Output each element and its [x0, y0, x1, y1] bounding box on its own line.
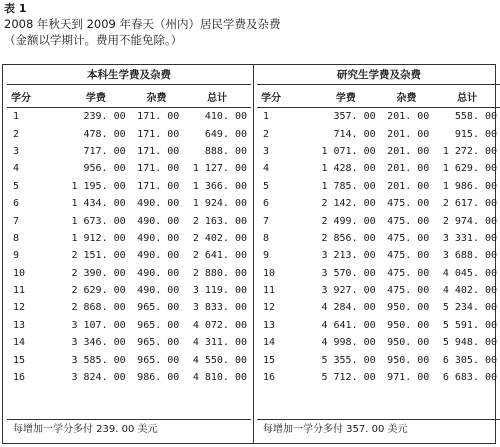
tuition-cell: 2 142. 00: [321, 198, 376, 210]
tuition-cell: 3 570. 00: [321, 267, 376, 279]
credits-cell: 15: [263, 354, 276, 366]
fees-cell: 490. 00: [137, 250, 180, 262]
fees-cell: 950. 00: [387, 337, 430, 349]
fees-cell: 965. 00: [137, 319, 180, 331]
credits-cell: 6: [13, 198, 20, 210]
credits-cell: 16: [263, 372, 276, 384]
tuition-cell: 1 673. 00: [71, 215, 126, 227]
header-credits: 学分: [7, 85, 62, 108]
fees-cell: 171. 00: [137, 111, 180, 123]
fees-cell: 971. 00: [387, 372, 430, 384]
fees-cell: 171. 00: [137, 128, 180, 140]
credits-cell: 2: [13, 128, 20, 140]
total-cell: 6 683. 00: [442, 372, 497, 384]
total-cell: 5 234. 00: [442, 302, 497, 314]
table-row: [7, 247, 251, 264]
credits-cell: 15: [13, 354, 26, 366]
tuition-cell: 2 629. 00: [71, 285, 126, 297]
total-cell: 5 948. 00: [442, 337, 497, 349]
tuition-cell: 5 355. 00: [321, 354, 376, 366]
fee-tables-frame: [2, 64, 496, 444]
credits-cell: 10: [263, 267, 276, 279]
credits-cell: 1: [13, 111, 20, 123]
tuition-cell: 5 712. 00: [321, 372, 376, 384]
table-row: [257, 299, 500, 316]
total-cell: 3 688. 00: [442, 250, 497, 262]
credits-cell: 8: [13, 232, 20, 244]
tuition-cell: 1 785. 00: [321, 180, 376, 192]
tuition-cell: 3 346. 00: [71, 337, 126, 349]
tuition-cell: 1 912. 00: [71, 232, 126, 244]
total-cell: 2 974. 00: [442, 215, 497, 227]
credits-cell: 9: [263, 250, 270, 262]
credits-cell: 16: [13, 372, 26, 384]
tuition-cell: 717. 00: [83, 145, 126, 157]
tuition-cell: 2 499. 00: [321, 215, 376, 227]
tuition-cell: 3 824. 00: [71, 372, 126, 384]
table-row: [257, 178, 500, 195]
fees-cell: 475. 00: [387, 267, 430, 279]
total-cell: 4 550. 00: [192, 354, 247, 366]
total-cell: 649. 00: [204, 128, 247, 140]
fees-cell: 965. 00: [137, 337, 180, 349]
tuition-cell: 1 434. 00: [71, 198, 126, 210]
fees-cell: 986. 00: [137, 372, 180, 384]
tuition-cell: 956. 00: [83, 163, 126, 175]
table-row: [257, 317, 500, 334]
table-row: [7, 351, 251, 368]
tuition-cell: 1 195. 00: [71, 180, 126, 192]
fees-cell: 171. 00: [137, 180, 180, 192]
table-row: [257, 108, 500, 126]
fees-cell: 201. 00: [387, 145, 430, 157]
table-row: [257, 247, 500, 264]
header-total: 总计: [183, 85, 251, 108]
fees-cell: 475. 00: [387, 215, 430, 227]
total-cell: 558. 00: [454, 111, 497, 123]
total-cell: 915. 00: [454, 128, 497, 140]
graduate-title: 研究生学费及杂费: [337, 69, 421, 81]
credits-cell: 6: [263, 198, 270, 210]
fees-cell: 171. 00: [137, 145, 180, 157]
table-row: [257, 143, 500, 160]
table-row: [257, 230, 500, 247]
credits-cell: 3: [263, 145, 270, 157]
table-note: （金额以学期计。费用不能免除。）: [4, 33, 183, 47]
fees-cell: 171. 00: [137, 163, 180, 175]
credits-cell: 13: [263, 319, 276, 331]
fees-cell: 950. 00: [387, 319, 430, 331]
table-row: [257, 212, 500, 229]
table-row: [257, 160, 500, 177]
table-row: [7, 143, 251, 160]
total-cell: 888. 00: [204, 145, 247, 157]
credits-cell: 12: [13, 302, 26, 314]
undergrad-table: [7, 84, 251, 386]
credits-cell: 3: [13, 145, 20, 157]
fees-cell: 201. 00: [387, 111, 430, 123]
tuition-cell: 2 856. 00: [321, 232, 376, 244]
fees-cell: 475. 00: [387, 250, 430, 262]
credits-cell: 1: [263, 111, 270, 123]
fees-cell: 475. 00: [387, 285, 430, 297]
table-title: 2008 年秋天到 2009 年春天（州内）居民学费及杂费: [4, 17, 281, 31]
total-cell: 4 072. 00: [192, 319, 247, 331]
total-cell: 1 629. 00: [442, 163, 497, 175]
tuition-cell: 3 213. 00: [321, 250, 376, 262]
graduate-section: [257, 65, 500, 386]
table-row: [257, 265, 500, 282]
table-row: [7, 317, 251, 334]
tuition-cell: 1 071. 00: [321, 145, 376, 157]
tuition-cell: 4 998. 00: [321, 337, 376, 349]
table-row: [7, 178, 251, 195]
tuition-cell: 2 390. 00: [71, 267, 126, 279]
tuition-cell: 2 868. 00: [71, 302, 126, 314]
fees-cell: 490. 00: [137, 285, 180, 297]
credits-cell: 7: [263, 215, 270, 227]
table-row: [257, 351, 500, 368]
fees-cell: 965. 00: [137, 354, 180, 366]
table-row: [7, 108, 251, 126]
tuition-cell: 4 641. 00: [321, 319, 376, 331]
table-label: 表 1: [4, 2, 27, 15]
credits-cell: 14: [13, 337, 26, 349]
tuition-cell: 1 428. 00: [321, 163, 376, 175]
total-cell: 6 305. 00: [442, 354, 497, 366]
credits-cell: 11: [263, 285, 276, 297]
fees-cell: 490. 00: [137, 267, 180, 279]
credits-cell: 2: [263, 128, 270, 140]
fees-cell: 201. 00: [387, 163, 430, 175]
total-cell: 2 163. 00: [192, 215, 247, 227]
header-row: [257, 85, 500, 108]
undergrad-footnote: 每增加一学分多付 239. 00 美元: [7, 419, 251, 439]
header-fees: 杂费: [130, 85, 184, 108]
fees-cell: 965. 00: [137, 302, 180, 314]
credits-cell: 9: [13, 250, 20, 262]
fees-cell: 475. 00: [387, 198, 430, 210]
credits-cell: 5: [263, 180, 270, 192]
tuition-cell: 3 585. 00: [71, 354, 126, 366]
table-row: [7, 125, 251, 142]
fees-cell: 201. 00: [387, 128, 430, 140]
header-total: 总计: [433, 85, 500, 108]
fees-cell: 490. 00: [137, 215, 180, 227]
credits-cell: 8: [263, 232, 270, 244]
total-cell: 4 045. 00: [442, 267, 497, 279]
header-tuition: 学费: [62, 85, 130, 108]
undergrad-section: [7, 65, 251, 386]
header-credits: 学分: [257, 85, 312, 108]
tuition-cell: 239. 00: [83, 111, 126, 123]
total-cell: 1 127. 00: [192, 163, 247, 175]
tuition-cell: 4 284. 00: [321, 302, 376, 314]
total-cell: 410. 00: [204, 111, 247, 123]
table-row: [257, 369, 500, 386]
credits-cell: 7: [13, 215, 20, 227]
credits-cell: 4: [263, 163, 270, 175]
total-cell: 2 617. 00: [442, 198, 497, 210]
total-cell: 2 402. 00: [192, 232, 247, 244]
table-row: [7, 369, 251, 386]
total-cell: 1 986. 00: [442, 180, 497, 192]
tuition-cell: 2 151. 00: [71, 250, 126, 262]
total-cell: 4 311. 00: [192, 337, 247, 349]
table-row: [7, 195, 251, 212]
total-cell: 1 366. 00: [192, 180, 247, 192]
credits-cell: 11: [13, 285, 26, 297]
table-row: [7, 230, 251, 247]
total-cell: 3 119. 00: [192, 285, 247, 297]
undergrad-title: 本科生学费及杂费: [87, 69, 171, 81]
total-cell: 4 810. 00: [192, 372, 247, 384]
header-fees: 杂费: [380, 85, 434, 108]
fees-cell: 490. 00: [137, 232, 180, 244]
table-row: [257, 334, 500, 351]
fees-cell: 950. 00: [387, 354, 430, 366]
table-row: [7, 265, 251, 282]
table-row: [7, 282, 251, 299]
credits-cell: 14: [263, 337, 276, 349]
tuition-cell: 3 927. 00: [321, 285, 376, 297]
total-cell: 1 924. 00: [192, 198, 247, 210]
tuition-cell: 478. 00: [83, 128, 126, 140]
total-cell: 2 641. 00: [192, 250, 247, 262]
credits-cell: 5: [13, 180, 20, 192]
table-row: [7, 299, 251, 316]
header-tuition: 学费: [312, 85, 380, 108]
table-row: [257, 282, 500, 299]
table-row: [7, 212, 251, 229]
graduate-footnote: 每增加一学分多付 357. 00 美元: [257, 419, 500, 439]
table-row: [257, 125, 500, 142]
fees-cell: 201. 00: [387, 180, 430, 192]
graduate-table: [257, 84, 500, 386]
credits-cell: 4: [13, 163, 20, 175]
fees-cell: 490. 00: [137, 198, 180, 210]
credits-cell: 12: [263, 302, 276, 314]
total-cell: 3 331. 00: [442, 232, 497, 244]
credits-cell: 10: [13, 267, 26, 279]
total-cell: 2 880. 00: [192, 267, 247, 279]
tuition-cell: 714. 00: [333, 128, 376, 140]
fees-cell: 475. 00: [387, 232, 430, 244]
tuition-cell: 357. 00: [333, 111, 376, 123]
credits-cell: 13: [13, 319, 26, 331]
fees-cell: 950. 00: [387, 302, 430, 314]
total-cell: 4 402. 00: [442, 285, 497, 297]
total-cell: 5 591. 00: [442, 319, 497, 331]
table-row: [7, 334, 251, 351]
table-row: [7, 160, 251, 177]
table-row: [257, 195, 500, 212]
total-cell: 3 833. 00: [192, 302, 247, 314]
column-divider: [253, 65, 254, 443]
total-cell: 1 272. 00: [442, 145, 497, 157]
tuition-cell: 3 107. 00: [71, 319, 126, 331]
header-row: [7, 85, 251, 108]
